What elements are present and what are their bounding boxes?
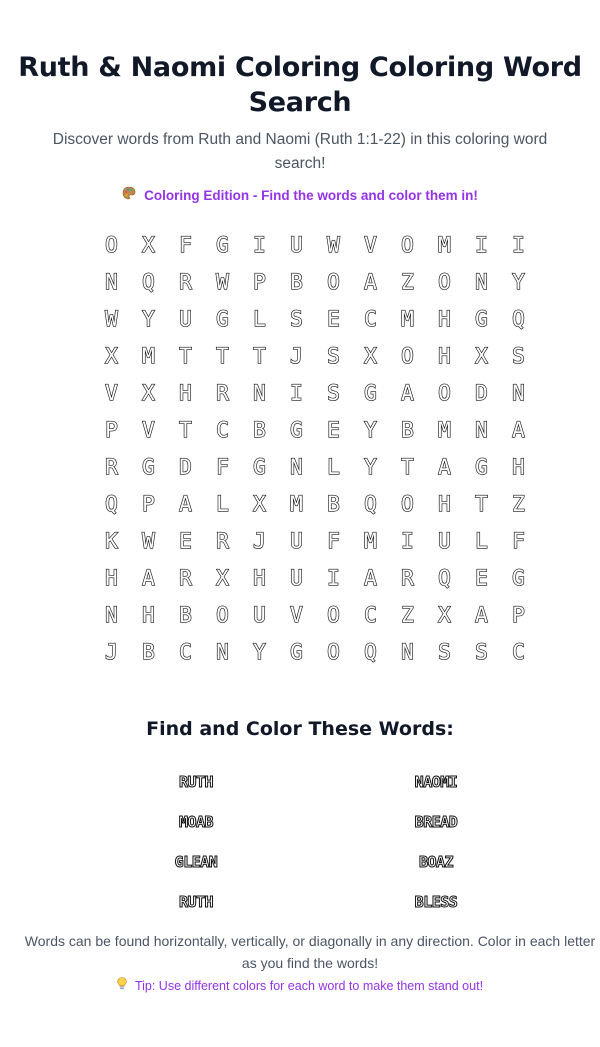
- grid-cell[interactable]: Q: [142, 269, 155, 294]
- letter-grid: [93, 226, 537, 670]
- word-list-item: BREAD: [414, 813, 458, 831]
- grid-cell[interactable]: R: [216, 380, 229, 405]
- palette-icon: [122, 186, 136, 203]
- grid-cell[interactable]: I: [475, 232, 488, 257]
- grid-cell[interactable]: W: [327, 232, 340, 257]
- grid-cell[interactable]: T: [216, 343, 229, 368]
- grid-cell[interactable]: C: [364, 306, 377, 331]
- grid-cell[interactable]: R: [105, 454, 118, 479]
- grid-cell[interactable]: H: [253, 565, 266, 590]
- grid-cell[interactable]: A: [401, 380, 414, 405]
- edition-label: Coloring Edition - Find the words and color them in!: [144, 188, 478, 203]
- grid-cell[interactable]: S: [290, 306, 303, 331]
- grid-cell[interactable]: R: [216, 528, 229, 553]
- grid-cell[interactable]: U: [290, 528, 303, 553]
- grid-cell[interactable]: N: [253, 380, 266, 405]
- grid-cell[interactable]: G: [512, 565, 525, 590]
- grid-cell[interactable]: I: [253, 232, 266, 257]
- grid-cell[interactable]: S: [327, 343, 340, 368]
- grid-cell[interactable]: V: [364, 232, 377, 257]
- grid-cell[interactable]: L: [475, 528, 488, 553]
- grid-cell[interactable]: H: [142, 602, 155, 627]
- grid-cell[interactable]: U: [253, 602, 266, 627]
- grid-cell[interactable]: B: [179, 602, 192, 627]
- grid-cell[interactable]: F: [179, 232, 192, 257]
- grid-cell[interactable]: Q: [438, 565, 451, 590]
- grid-cell[interactable]: N: [290, 454, 303, 479]
- grid-cell[interactable]: E: [475, 565, 488, 590]
- grid-cell[interactable]: O: [327, 269, 340, 294]
- grid-cell[interactable]: H: [438, 491, 451, 516]
- grid-cell[interactable]: G: [364, 380, 377, 405]
- grid-cell[interactable]: Y: [512, 269, 525, 294]
- grid-cell[interactable]: O: [401, 491, 414, 516]
- grid-cell[interactable]: U: [438, 528, 451, 553]
- grid-cell[interactable]: Z: [401, 269, 414, 294]
- grid-cell[interactable]: I: [512, 232, 525, 257]
- word-list-item: RUTH: [178, 893, 214, 911]
- grid-cell[interactable]: Z: [401, 602, 414, 627]
- grid-cell[interactable]: C: [179, 639, 192, 664]
- grid-cell[interactable]: Z: [512, 491, 525, 516]
- grid-cell[interactable]: B: [327, 491, 340, 516]
- grid-cell[interactable]: Y: [253, 639, 266, 664]
- grid-cell[interactable]: E: [327, 306, 340, 331]
- grid-cell[interactable]: J: [290, 343, 303, 368]
- grid-cell[interactable]: M: [290, 491, 303, 516]
- grid-cell[interactable]: P: [105, 417, 118, 442]
- grid-cell[interactable]: M: [142, 343, 155, 368]
- grid-cell[interactable]: K: [105, 528, 118, 553]
- grid-cell[interactable]: S: [475, 639, 488, 664]
- grid-cell[interactable]: S: [327, 380, 340, 405]
- grid-cell[interactable]: I: [290, 380, 303, 405]
- grid-cell[interactable]: M: [438, 417, 451, 442]
- grid-cell[interactable]: Y: [364, 417, 377, 442]
- grid-cell[interactable]: H: [512, 454, 525, 479]
- grid-cell[interactable]: B: [290, 269, 303, 294]
- grid-cell[interactable]: S: [438, 639, 451, 664]
- grid-cell[interactable]: G: [216, 306, 229, 331]
- tip-label: Tip: Use different colors for each word to make them stand out!: [134, 979, 484, 993]
- lightbulb-icon: [117, 977, 127, 993]
- grid-cell[interactable]: Y: [142, 306, 155, 331]
- grid-cell[interactable]: L: [216, 491, 229, 516]
- grid-cell[interactable]: X: [475, 343, 488, 368]
- word-list-item: NAOMI: [414, 773, 458, 791]
- grid-cell[interactable]: O: [216, 602, 229, 627]
- grid-cell[interactable]: O: [327, 639, 340, 664]
- word-list-item: GLEAN: [174, 853, 218, 871]
- page-title: Ruth & Naomi Coloring Coloring Word Search: [18, 52, 582, 118]
- grid-cell[interactable]: G: [290, 639, 303, 664]
- grid-cell[interactable]: L: [327, 454, 340, 479]
- grid-cell[interactable]: T: [179, 417, 192, 442]
- grid-cell[interactable]: F: [512, 528, 525, 553]
- word-list: [76, 762, 556, 922]
- grid-cell[interactable]: N: [216, 639, 229, 664]
- grid-cell[interactable]: J: [253, 528, 266, 553]
- grid-cell[interactable]: O: [327, 602, 340, 627]
- grid-cell[interactable]: X: [364, 343, 377, 368]
- grid-cell[interactable]: X: [142, 380, 155, 405]
- grid-cell[interactable]: T: [475, 491, 488, 516]
- grid-cell[interactable]: V: [142, 417, 155, 442]
- grid-cell[interactable]: Q: [105, 491, 118, 516]
- grid-cell[interactable]: U: [290, 232, 303, 257]
- instructions-text: Words can be found horizontally, vertically, or diagonally in any direction. Color in each letter as you find the words!: [24, 933, 596, 971]
- grid-cell[interactable]: L: [253, 306, 266, 331]
- grid-cell[interactable]: Q: [512, 306, 525, 331]
- grid-cell[interactable]: I: [401, 528, 414, 553]
- grid-cell[interactable]: A: [364, 565, 377, 590]
- grid-cell[interactable]: A: [475, 602, 488, 627]
- grid-cell[interactable]: W: [105, 306, 118, 331]
- grid-cell[interactable]: G: [290, 417, 303, 442]
- grid-cell[interactable]: X: [105, 343, 118, 368]
- grid-cell[interactable]: T: [253, 343, 266, 368]
- grid-cell[interactable]: V: [105, 380, 118, 405]
- grid-cell[interactable]: C: [512, 639, 525, 664]
- grid-cell[interactable]: F: [216, 454, 229, 479]
- grid-cell[interactable]: O: [401, 343, 414, 368]
- grid-cell[interactable]: R: [401, 565, 414, 590]
- grid-cell[interactable]: N: [475, 417, 488, 442]
- grid-cell[interactable]: B: [401, 417, 414, 442]
- grid-cell[interactable]: X: [253, 491, 266, 516]
- grid-cell[interactable]: A: [364, 269, 377, 294]
- grid-cell[interactable]: B: [142, 639, 155, 664]
- grid-cell[interactable]: X: [142, 232, 155, 257]
- grid-cell[interactable]: R: [179, 269, 192, 294]
- grid-cell[interactable]: A: [179, 491, 192, 516]
- grid-cell[interactable]: G: [142, 454, 155, 479]
- grid-cell[interactable]: M: [438, 232, 451, 257]
- grid-cell[interactable]: A: [438, 454, 451, 479]
- grid-cell[interactable]: D: [179, 454, 192, 479]
- grid-cell[interactable]: M: [401, 306, 414, 331]
- grid-cell[interactable]: Q: [364, 491, 377, 516]
- grid-cell[interactable]: U: [179, 306, 192, 331]
- grid-cell[interactable]: G: [253, 454, 266, 479]
- grid-cell[interactable]: H: [438, 306, 451, 331]
- grid-cell[interactable]: E: [327, 417, 340, 442]
- grid-cell[interactable]: Q: [364, 639, 377, 664]
- grid-cell[interactable]: O: [438, 380, 451, 405]
- edition-banner: [0, 186, 600, 203]
- grid-cell[interactable]: S: [512, 343, 525, 368]
- word-list-heading: Find and Color These Words:: [146, 718, 454, 740]
- grid-cell[interactable]: N: [512, 380, 525, 405]
- grid-cell[interactable]: P: [512, 602, 525, 627]
- grid-cell[interactable]: T: [179, 343, 192, 368]
- grid-cell[interactable]: N: [105, 602, 118, 627]
- tip-text-row: [0, 977, 600, 993]
- grid-cell[interactable]: C: [364, 602, 377, 627]
- grid-cell[interactable]: B: [253, 417, 266, 442]
- grid-cell[interactable]: H: [179, 380, 192, 405]
- word-list-item: BLESS: [414, 893, 458, 911]
- grid-cell[interactable]: T: [401, 454, 414, 479]
- grid-cell[interactable]: O: [401, 232, 414, 257]
- grid-cell[interactable]: U: [290, 565, 303, 590]
- grid-cell[interactable]: D: [475, 380, 488, 405]
- word-list-item: MOAB: [178, 813, 214, 831]
- grid-cell[interactable]: O: [438, 269, 451, 294]
- grid-cell[interactable]: G: [216, 232, 229, 257]
- grid-cell[interactable]: A: [512, 417, 525, 442]
- page-subtitle: Discover words from Ruth and Naomi (Ruth 1:1-22) in this coloring word search!: [52, 131, 548, 172]
- grid-cell[interactable]: N: [401, 639, 414, 664]
- grid-cell[interactable]: G: [475, 306, 488, 331]
- grid-cell[interactable]: P: [253, 269, 266, 294]
- grid-cell[interactable]: N: [105, 269, 118, 294]
- word-list-item: BOAZ: [418, 853, 454, 871]
- grid-cell[interactable]: O: [105, 232, 118, 257]
- grid-cell[interactable]: V: [290, 602, 303, 627]
- grid-cell[interactable]: H: [438, 343, 451, 368]
- grid-cell[interactable]: I: [327, 565, 340, 590]
- grid-cell[interactable]: C: [216, 417, 229, 442]
- grid-cell[interactable]: H: [105, 565, 118, 590]
- grid-cell[interactable]: M: [364, 528, 377, 553]
- grid-cell[interactable]: X: [438, 602, 451, 627]
- grid-cell[interactable]: F: [327, 528, 340, 553]
- grid-cell[interactable]: W: [216, 269, 229, 294]
- grid-cell[interactable]: Y: [364, 454, 377, 479]
- grid-cell[interactable]: E: [179, 528, 192, 553]
- grid-cell[interactable]: A: [142, 565, 155, 590]
- grid-cell[interactable]: W: [142, 528, 155, 553]
- grid-cell[interactable]: J: [105, 639, 118, 664]
- grid-cell[interactable]: G: [475, 454, 488, 479]
- word-list-item: RUTH: [178, 773, 214, 791]
- grid-cell[interactable]: P: [142, 491, 155, 516]
- grid-cell[interactable]: R: [179, 565, 192, 590]
- grid-cell[interactable]: N: [475, 269, 488, 294]
- grid-cell[interactable]: X: [216, 565, 229, 590]
